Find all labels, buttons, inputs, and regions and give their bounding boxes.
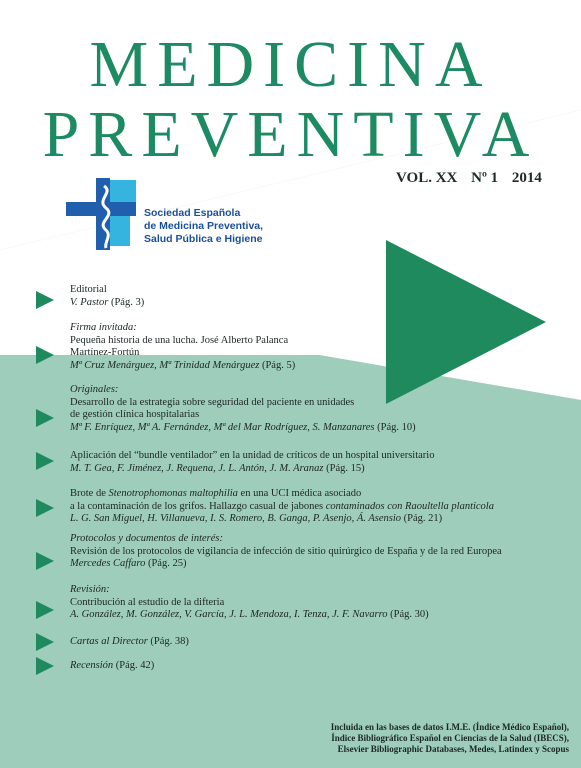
toc-page: (Pág. 3) <box>110 296 145 308</box>
toc-page: (Pág. 10) <box>377 421 416 433</box>
indexing-line3: Elsevier Bibliographic Databases, Medes, Latindex y Scopus <box>337 744 569 754</box>
toc-entry-revision[interactable] <box>70 584 560 622</box>
toc-section-label: Protocolos y documentos de interés: <box>70 533 223 544</box>
triangle-arrow-icon <box>36 657 54 675</box>
toc-authors: M. T. Gea, F. Jiménez, J. Requena, J. L. Antón, J. M. Aranaz <box>70 462 324 474</box>
triangle-arrow-icon <box>36 499 54 517</box>
toc-entry-recension[interactable] <box>70 660 560 673</box>
toc-section-label: Editorial <box>70 284 107 295</box>
journal-title-line1: MEDICINA <box>89 28 492 101</box>
journal-title-line2: PREVENTIVA <box>42 98 539 171</box>
toc-page: (Pág. 25) <box>147 558 187 569</box>
toc-section-label: Originales: <box>70 384 119 395</box>
toc-page: (Pág. 15) <box>326 462 365 474</box>
toc-section-label: Cartas al Director <box>70 636 148 647</box>
triangle-arrow-icon <box>36 409 54 427</box>
toc-title-pre: Brote de <box>70 488 109 499</box>
triangle-arrow-icon <box>36 601 54 619</box>
triangle-arrow-icon <box>36 552 54 570</box>
indexing-line2: Índice Bibliográfico Español en Ciencias de la Salud (IBECS), <box>331 733 569 743</box>
indexing-line1: Incluida en las bases de datos I.M.E. (Índice Médico Español), <box>330 722 569 732</box>
toc-entry-brote[interactable] <box>70 488 560 526</box>
society-name <box>144 207 263 246</box>
toc-title-post: en una UCI médica asociado <box>237 488 362 499</box>
toc-title: Revisión de los protocolos de vigilancia de infección de sitio quirúrgico de España y de la red Europea <box>70 545 502 557</box>
toc-organism-2: contaminados con Raoultella planticola <box>325 500 494 512</box>
issue-number: Nº 1 <box>471 170 499 186</box>
toc-entry-firma-invitada[interactable] <box>70 322 560 372</box>
toc-page: (Pág. 38) <box>150 636 189 647</box>
indexing-notice <box>331 722 569 755</box>
toc-entry-originales[interactable] <box>70 384 560 434</box>
triangle-arrow-icon <box>36 452 54 470</box>
toc-entry-cartas[interactable] <box>70 636 560 649</box>
toc-page: (Pág. 30) <box>390 609 429 620</box>
toc-page: (Pág. 5) <box>261 359 296 371</box>
toc-section-label: Firma invitada: <box>70 322 137 333</box>
issue-year: 2014 <box>511 170 542 186</box>
issue-info <box>396 170 552 187</box>
toc-title: Desarrollo de la estrategia sobre seguridad del paciente en unidades <box>70 396 355 408</box>
toc-authors: Mª F. Enríquez, Mª A. Fernández, Mª del Mar Rodríguez, S. Manzanares <box>70 421 375 433</box>
toc-title-cont: de gestión clínica hospitalarias <box>70 409 200 420</box>
issue-volume: VOL. XX <box>396 170 458 186</box>
triangle-arrow-icon <box>36 633 54 651</box>
toc-section-label: Revisión: <box>70 584 110 595</box>
toc-page: (Pág. 21) <box>403 513 443 524</box>
toc-title-cont: Martínez-Fortún <box>70 347 140 358</box>
society-line1: Sociedad Española <box>144 207 241 219</box>
society-line2: de Medicina Preventiva, <box>144 220 264 232</box>
society-line3: Salud Pública e Higiene <box>144 233 263 245</box>
toc-entry-editorial[interactable] <box>70 284 560 309</box>
toc-title-cont: a la contaminación de los grifos. Hallazgo casual de jabones <box>70 500 326 512</box>
toc-authors: Mª Cruz Menárguez, Mª Trinidad Menárguez <box>70 359 260 371</box>
toc-entry-protocolos[interactable] <box>70 533 560 571</box>
toc-authors: V. Pastor <box>70 296 109 308</box>
toc-title: Pequeña historia de una lucha. José Alberto Palanca <box>70 334 289 346</box>
cross-and-serpent-logo-icon <box>66 178 136 250</box>
toc-title: Aplicación del “bundle ventilador” en la unidad de críticos de un hospital universitario <box>70 450 435 461</box>
toc-authors: L. G. San Miguel, H. Villanueva, I. S. Romero, B. Ganga, P. Asenjo, Á. Asensio <box>70 513 402 524</box>
triangle-arrow-icon <box>36 291 54 309</box>
toc-organism: Stenotrophomonas maltophilia <box>108 488 238 499</box>
toc-title: Contribución al estudio de la difteria <box>70 596 225 608</box>
toc-authors: A. González, M. González, V. García, J. L. Mendoza, I. Tenza, J. F. Navarro <box>70 609 388 620</box>
toc-authors: Mercedes Caffaro <box>70 558 146 569</box>
toc-page: (Pág. 42) <box>115 660 155 671</box>
triangle-arrow-icon <box>36 346 54 364</box>
toc-section-label: Recensión <box>70 660 114 671</box>
toc-entry-ventilador[interactable] <box>70 450 560 475</box>
